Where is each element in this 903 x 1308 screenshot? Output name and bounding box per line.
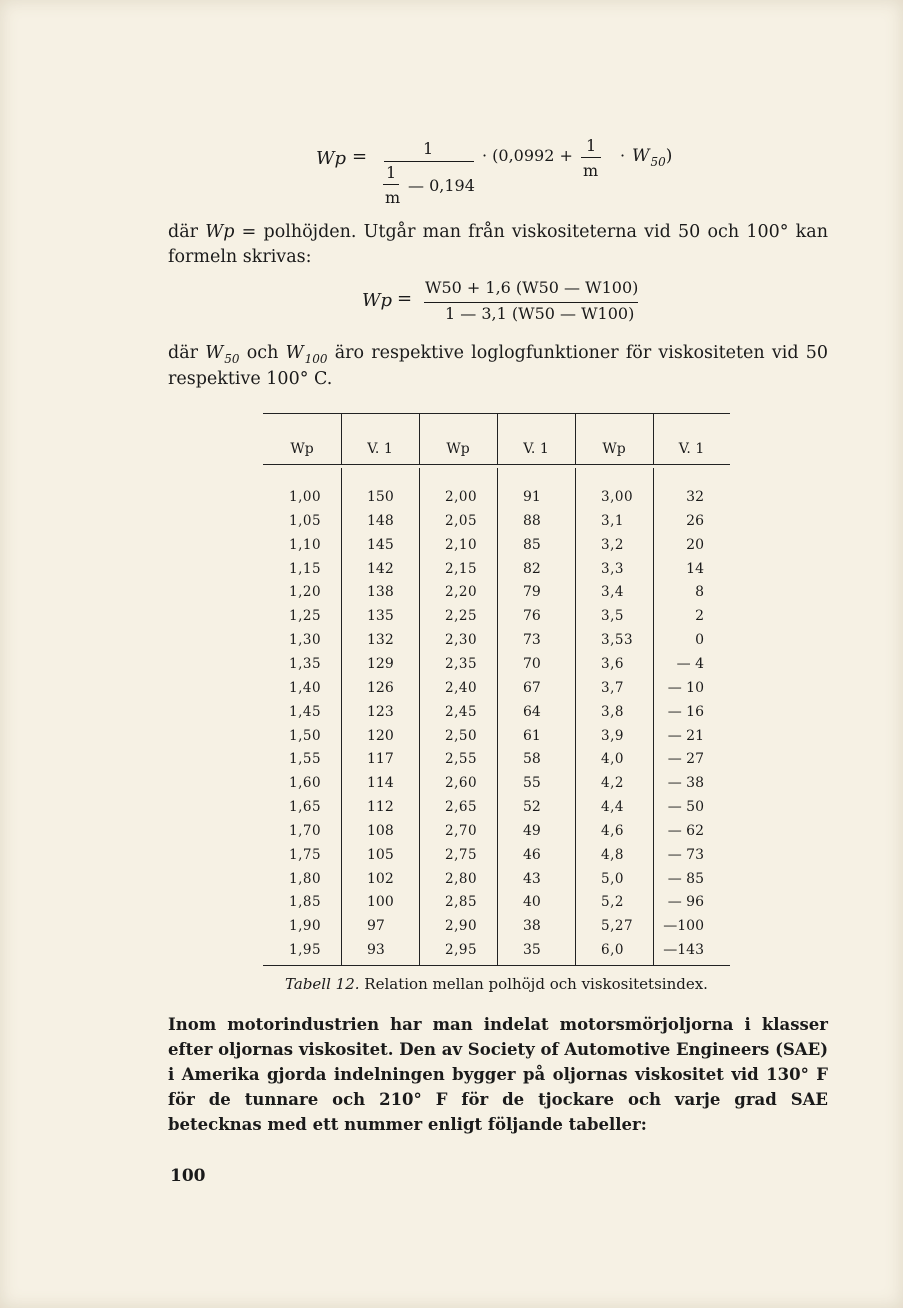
table-cell: 35: [523, 942, 541, 959]
table-cell: 2,30: [445, 632, 478, 649]
table-cell: 3,2: [601, 536, 624, 553]
table-cell: 2,40: [445, 679, 478, 696]
table-caption: [263, 975, 730, 993]
table-cell: — 16: [667, 703, 704, 720]
table-cell: 40: [523, 894, 541, 911]
table-cell: 52: [523, 799, 541, 816]
table-cell: 2,75: [445, 846, 478, 863]
para2-mid: och: [246, 343, 279, 363]
table-cell: — 38: [667, 775, 704, 792]
table-cell: 4,0: [601, 751, 624, 768]
table-cell: 3,3: [601, 560, 624, 577]
table-cell: — 62: [667, 822, 704, 839]
table-header-rule: [263, 464, 730, 465]
table-cell: 2,50: [445, 727, 478, 744]
table-cell: 126: [367, 679, 394, 696]
para2-post: äro respektive loglogfunktioner för viskositeten vid 50 respektive 100° C.: [168, 343, 828, 389]
formula2-bar: [424, 302, 638, 303]
table-cell: 1,60: [289, 775, 322, 792]
table-column-rule: [575, 468, 576, 965]
table-cell: — 85: [667, 870, 704, 887]
table-cell: 1,50: [289, 727, 322, 744]
table-cell: 112: [367, 799, 394, 816]
paragraph-2: [168, 341, 828, 392]
table-cell: 46: [523, 846, 541, 863]
table-cell: 93: [367, 942, 385, 959]
formula1-den-m: m: [385, 188, 401, 207]
table-cell: 138: [367, 584, 394, 601]
formula1-inner-bar: [581, 157, 601, 158]
formula1-W: $W_{50}$): [632, 146, 673, 169]
table-cell: 73: [523, 632, 541, 649]
table-cell: 3,53: [601, 632, 634, 649]
paragraph-1: [168, 220, 828, 270]
formula1-den-bar: [383, 184, 399, 185]
formula1-den-minus: — 0,194: [408, 176, 475, 195]
table-cell: — 96: [667, 894, 704, 911]
table-cell: 142: [367, 560, 394, 577]
table-cell: 2,70: [445, 822, 478, 839]
formula1-numerator: 1: [423, 139, 434, 158]
table-cell: 32: [686, 489, 704, 505]
table-cell: 79: [523, 584, 541, 601]
table-header-cell: V. 1: [678, 441, 705, 457]
table-cell: 102: [367, 870, 394, 887]
table-cell: 3,5: [601, 608, 624, 625]
table-cell: 114: [367, 775, 394, 792]
table-cell: — 73: [667, 846, 704, 863]
para2-w100: $W_{100}$: [285, 343, 328, 366]
table-cell: 2,10: [445, 536, 478, 553]
table-cell: 120: [367, 727, 394, 744]
table-header-cell: V. 1: [367, 441, 393, 457]
table-cell: 117: [367, 751, 394, 768]
table-cell: — 27: [667, 751, 704, 768]
table-cell: 1,55: [289, 751, 322, 768]
table-cell: 5,2: [601, 894, 624, 911]
table-cell: 61: [523, 727, 541, 744]
table-cell: 85: [523, 536, 541, 553]
formula2-lhs: Wp: [362, 290, 393, 311]
table-cell: 55: [523, 775, 541, 792]
table-cell: 1,05: [289, 512, 322, 529]
paragraph-3: Inom motorindustrien har man indelat motorsmörjoljorna i klasser efter oljornas viskositet. Den av Society of Automotive Engineers (SAE) i Amerika gjorda indelningen bygger på oljornas viskositet vid 130° F för de tunnare och 210° F för de tjockare och varje grad SAE betecknas med ett nummer enligt följande tabeller:: [168, 1015, 828, 1134]
table-cell: 2,05: [445, 512, 478, 529]
viscosity-table: [263, 413, 730, 966]
table-cell: 1,40: [289, 679, 322, 696]
table-cell: 1,70: [289, 822, 322, 839]
table-cell: 58: [523, 751, 541, 768]
table-cell: 70: [523, 655, 541, 672]
formula1-main-bar: [384, 161, 474, 162]
para1-post: = polhöjden. Utgår man från viskositeterna vid 50 och 100° kan formeln skrivas:: [168, 222, 828, 267]
table-cell: 135: [367, 608, 394, 625]
table-header-cell: Wp: [290, 441, 314, 457]
formula1-paren: · (0,0992 +: [482, 146, 573, 165]
table-header-cell: Wp: [446, 441, 470, 457]
table-cell: 64: [523, 703, 541, 720]
caption-label: Tabell 12.: [285, 975, 360, 993]
table-cell: 132: [367, 632, 394, 649]
table-cell: 26: [686, 512, 704, 529]
table-cell: 1,90: [289, 918, 322, 935]
table-cell: 3,00: [601, 489, 634, 505]
table-cell: 2,65: [445, 799, 478, 816]
table-bottom-rule: [263, 965, 730, 966]
table-cell: 8: [695, 584, 704, 601]
table-cell: 2: [695, 608, 704, 625]
table-cell: 5,27: [601, 918, 634, 935]
table-cell: 123: [367, 703, 394, 720]
table-cell: 1,65: [289, 799, 322, 816]
table-header-cell: Wp: [602, 441, 626, 457]
table-cell: 38: [523, 918, 541, 935]
formula1-lhs: Wp: [316, 148, 347, 169]
table-cell: 2,90: [445, 918, 478, 935]
formula1-den-one: 1: [386, 163, 397, 182]
table-cell: 2,55: [445, 751, 478, 768]
table-cell: 108: [367, 822, 394, 839]
table-column-rule: [341, 468, 342, 965]
table-header-cell: V. 1: [523, 441, 549, 457]
table-cell: 2,95: [445, 942, 478, 959]
formula1-eq: =: [352, 146, 368, 167]
table-cell: 1,15: [289, 560, 322, 577]
table-cell: 3,6: [601, 655, 624, 672]
table-cell: 150: [367, 489, 394, 505]
table-cell: 82: [523, 560, 541, 577]
formula1-dot: ·: [620, 146, 626, 165]
table-cell: 49: [523, 822, 541, 839]
table-cell: 1,45: [289, 703, 322, 720]
table-column-rule: [653, 468, 654, 965]
table-cell: 1,25: [289, 608, 322, 625]
para2-w50: $W_{50}$: [205, 343, 240, 366]
table-cell: — 50: [667, 799, 704, 816]
table-cell: 2,20: [445, 584, 478, 601]
table-cell: —100: [663, 918, 704, 935]
table-cell: 145: [367, 536, 394, 553]
table-cell: 2,15: [445, 560, 478, 577]
formula1-inner-den: m: [583, 161, 599, 180]
table-cell: 3,7: [601, 679, 624, 696]
table-cell: 1,85: [289, 894, 322, 911]
table-cell: 3,1: [601, 512, 624, 529]
table-cell: 2,60: [445, 775, 478, 792]
table-cell: 4,6: [601, 822, 624, 839]
table-cell: 1,95: [289, 942, 322, 959]
table-cell: —143: [663, 942, 704, 959]
table-column-rule: [497, 468, 498, 965]
table-cell: 1,35: [289, 655, 322, 672]
table-cell: 0: [695, 632, 704, 649]
table-cell: 4,4: [601, 799, 624, 816]
table-cell: 1,30: [289, 632, 322, 649]
page-number: 100: [170, 1166, 206, 1186]
table-cell: 3,8: [601, 703, 624, 720]
table-cell: 1,10: [289, 536, 322, 553]
table-cell: 105: [367, 846, 394, 863]
table-cell: 67: [523, 679, 541, 696]
table-cell: — 4: [676, 655, 704, 672]
table-cell: 20: [686, 536, 704, 553]
table-cell: 91: [523, 489, 541, 505]
table-cell: 129: [367, 655, 394, 672]
table-column-rule: [419, 468, 420, 965]
table-cell: 5,0: [601, 870, 624, 887]
table-cell: 97: [367, 918, 385, 935]
table-cell: 1,00: [289, 489, 322, 505]
formula1-inner-num: 1: [586, 136, 597, 155]
table-cell: — 10: [667, 679, 704, 696]
table-cell: 76: [523, 608, 541, 625]
caption-text: Relation mellan polhöjd och viskositetsindex.: [364, 975, 708, 993]
para1-pre: där: [168, 222, 199, 242]
table-cell: 2,00: [445, 489, 478, 505]
para2-pre: där: [168, 343, 199, 363]
formula2-numerator: W50 + 1,6 (W50 — W100): [425, 278, 639, 297]
para1-var: Wp: [205, 222, 235, 242]
table-cell: 2,80: [445, 870, 478, 887]
table-cell: 100: [367, 894, 394, 911]
table-cell: 2,35: [445, 655, 478, 672]
formula2-denominator: 1 — 3,1 (W50 — W100): [445, 304, 635, 323]
table-cell: 14: [686, 560, 704, 577]
table-cell: — 21: [667, 727, 704, 744]
table-cell: 4,8: [601, 846, 624, 863]
table-cell: 1,80: [289, 870, 322, 887]
table-cell: 3,9: [601, 727, 624, 744]
table-cell: 2,25: [445, 608, 478, 625]
table-cell: 148: [367, 512, 394, 529]
table-cell: 1,75: [289, 846, 322, 863]
table-cell: 43: [523, 870, 541, 887]
table-cell: 2,45: [445, 703, 478, 720]
table-cell: 1,20: [289, 584, 322, 601]
formula2-eq: =: [397, 288, 413, 309]
table-cell: 6,0: [601, 942, 624, 959]
table-cell: 2,85: [445, 894, 478, 911]
table-cell: 3,4: [601, 584, 624, 601]
table-cell: 4,2: [601, 775, 624, 792]
table-cell: 88: [523, 512, 541, 529]
